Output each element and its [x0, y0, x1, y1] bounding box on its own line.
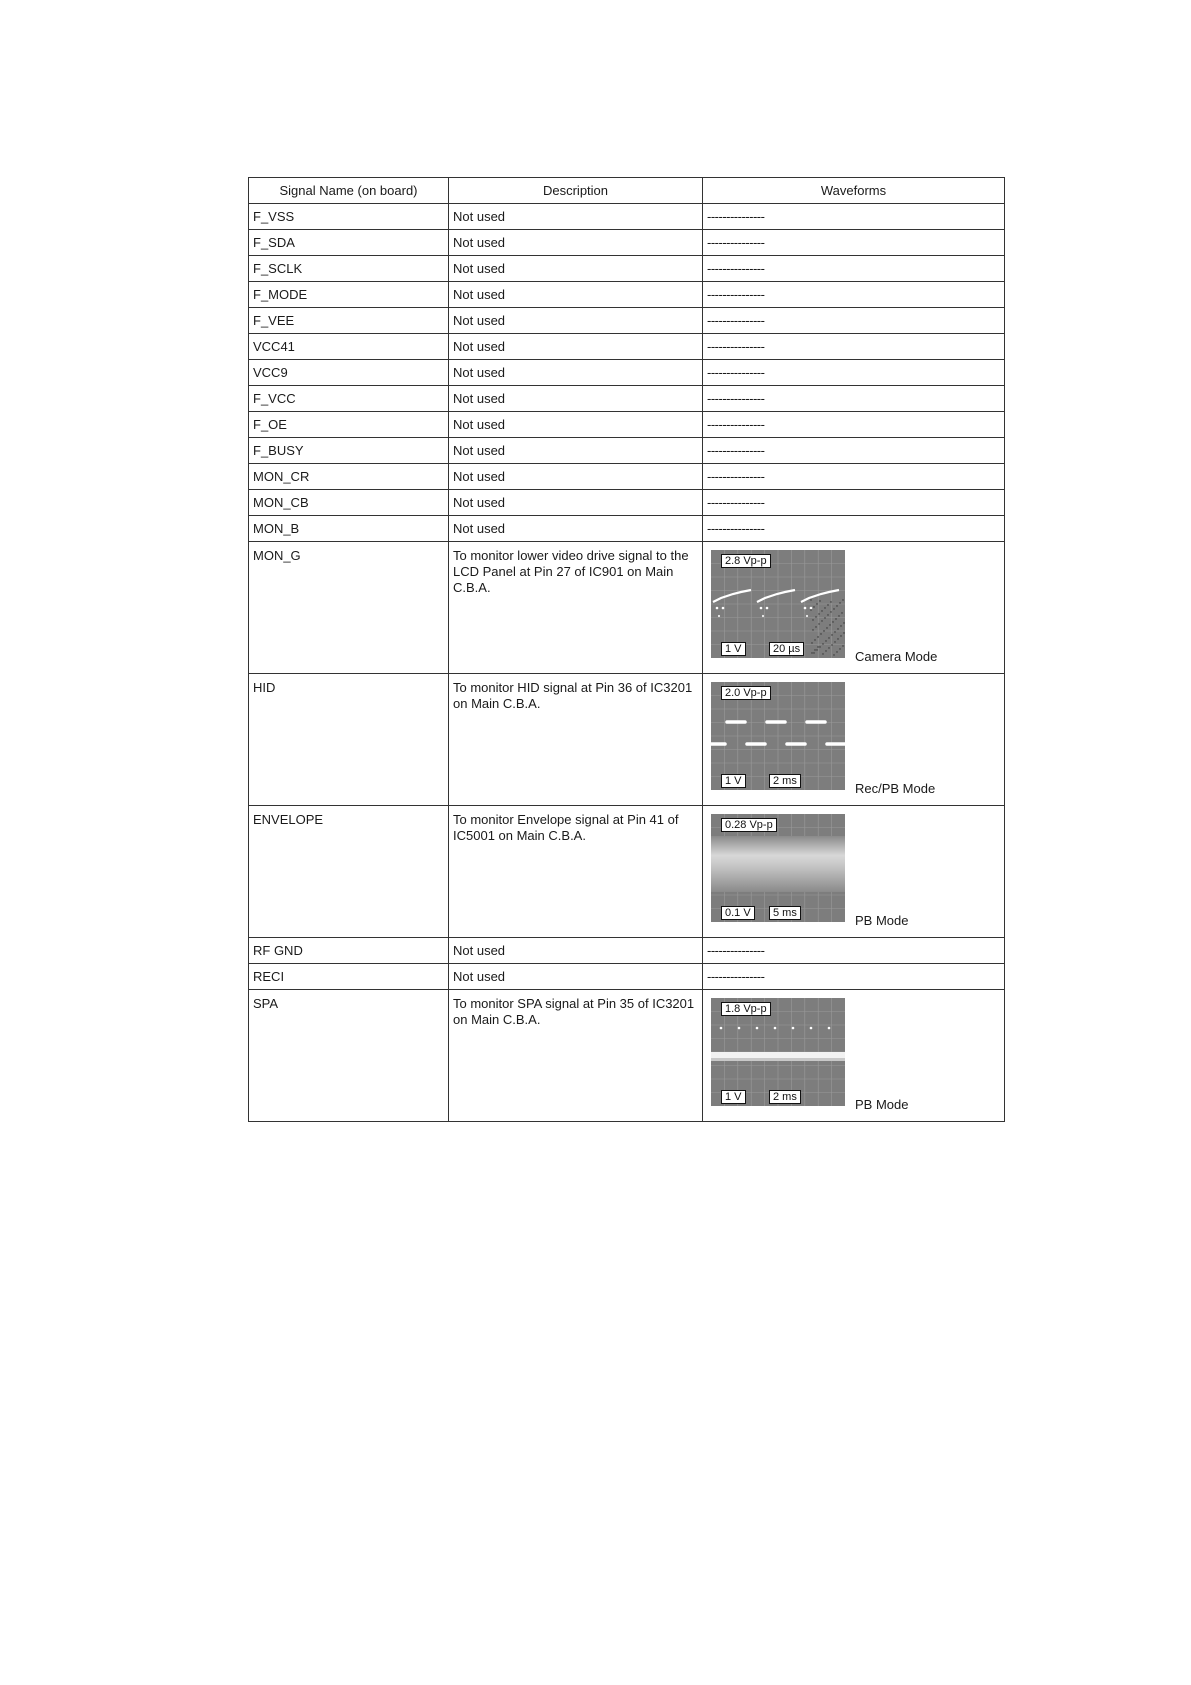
table-row — [249, 674, 1005, 806]
signal-table — [248, 177, 1005, 1122]
mode-label: PB Mode — [855, 913, 909, 928]
waveform-cell: --------------- — [703, 438, 1005, 464]
signal-name-cell: F_SCLK — [249, 256, 449, 282]
signal-name-cell: SPA — [249, 990, 449, 1122]
signal-name-cell: MON_CR — [249, 464, 449, 490]
signal-name-cell: HID — [249, 674, 449, 806]
signal-name-cell: VCC9 — [249, 360, 449, 386]
scope-volt-label: 0.1 V — [721, 906, 755, 920]
waveform-cell — [703, 674, 1005, 806]
description-cell: To monitor Envelope signal at Pin 41 of IC5001 on Main C.B.A. — [449, 806, 703, 938]
description-cell: Not used — [449, 308, 703, 334]
description-cell: Not used — [449, 412, 703, 438]
signal-name-cell: F_OE — [249, 412, 449, 438]
description-cell: Not used — [449, 204, 703, 230]
signal-name-cell: ENVELOPE — [249, 806, 449, 938]
description-cell: Not used — [449, 938, 703, 964]
description-cell: Not used — [449, 490, 703, 516]
signal-name-cell: RF GND — [249, 938, 449, 964]
waveform-cell: --------------- — [703, 964, 1005, 990]
mode-label: Camera Mode — [855, 649, 938, 664]
table-row — [249, 204, 1005, 230]
waveform-cell — [703, 806, 1005, 938]
table-row — [249, 938, 1005, 964]
table-row — [249, 230, 1005, 256]
table-row — [249, 360, 1005, 386]
waveform-cell: --------------- — [703, 464, 1005, 490]
waveform-cell: --------------- — [703, 360, 1005, 386]
signal-name-cell: MON_B — [249, 516, 449, 542]
table-row — [249, 806, 1005, 938]
oscilloscope-image — [711, 998, 845, 1106]
description-cell: Not used — [449, 230, 703, 256]
table-row — [249, 490, 1005, 516]
signal-name-cell: F_SDA — [249, 230, 449, 256]
scope-volt-label: 1 V — [721, 642, 746, 656]
waveform-cell: --------------- — [703, 938, 1005, 964]
table-row — [249, 964, 1005, 990]
oscilloscope-image — [711, 550, 845, 658]
description-cell: Not used — [449, 516, 703, 542]
table-row — [249, 464, 1005, 490]
mode-label: Rec/PB Mode — [855, 781, 936, 796]
header-waveforms: Waveforms — [703, 178, 1005, 204]
scope-time-label: 20 µs — [769, 642, 804, 656]
header-signal: Signal Name (on board) — [249, 178, 449, 204]
mode-label: PB Mode — [855, 1097, 909, 1112]
description-cell: Not used — [449, 360, 703, 386]
table-row — [249, 990, 1005, 1122]
scope-time-label: 5 ms — [769, 906, 801, 920]
table-row — [249, 308, 1005, 334]
description-cell: Not used — [449, 438, 703, 464]
description-cell: Not used — [449, 386, 703, 412]
signal-name-cell: F_VCC — [249, 386, 449, 412]
signal-name-cell: RECI — [249, 964, 449, 990]
description-cell: To monitor lower video drive signal to the LCD Panel at Pin 27 of IC901 on Main C.B.A. — [449, 542, 703, 674]
description-cell: Not used — [449, 282, 703, 308]
signal-name-cell: F_VSS — [249, 204, 449, 230]
oscilloscope-image — [711, 814, 845, 922]
scope-time-label: 2 ms — [769, 774, 801, 788]
header-row — [249, 178, 1005, 204]
description-cell: Not used — [449, 334, 703, 360]
scope-vpp-label: 0.28 Vp-p — [721, 818, 777, 832]
header-description: Description — [449, 178, 703, 204]
signal-name-cell: F_MODE — [249, 282, 449, 308]
waveform-cell: --------------- — [703, 386, 1005, 412]
table-row — [249, 542, 1005, 674]
waveform-cell — [703, 990, 1005, 1122]
scope-volt-label: 1 V — [721, 1090, 746, 1104]
waveform-cell: --------------- — [703, 412, 1005, 438]
waveform-cell: --------------- — [703, 282, 1005, 308]
signal-name-cell: F_BUSY — [249, 438, 449, 464]
table-row — [249, 282, 1005, 308]
waveform-cell: --------------- — [703, 516, 1005, 542]
waveform-cell: --------------- — [703, 308, 1005, 334]
table-row — [249, 412, 1005, 438]
table-row — [249, 256, 1005, 282]
description-cell: Not used — [449, 256, 703, 282]
table-row — [249, 334, 1005, 360]
signal-name-cell: MON_G — [249, 542, 449, 674]
table-row — [249, 438, 1005, 464]
scope-vpp-label: 2.0 Vp-p — [721, 686, 771, 700]
waveform-cell — [703, 542, 1005, 674]
description-cell: Not used — [449, 964, 703, 990]
description-cell: To monitor SPA signal at Pin 35 of IC3201 on Main C.B.A. — [449, 990, 703, 1122]
waveform-cell: --------------- — [703, 334, 1005, 360]
waveform-cell: --------------- — [703, 230, 1005, 256]
signal-name-cell: F_VEE — [249, 308, 449, 334]
scope-volt-label: 1 V — [721, 774, 746, 788]
description-cell: To monitor HID signal at Pin 36 of IC3201 on Main C.B.A. — [449, 674, 703, 806]
scope-time-label: 2 ms — [769, 1090, 801, 1104]
signal-name-cell: VCC41 — [249, 334, 449, 360]
waveform-cell: --------------- — [703, 256, 1005, 282]
oscilloscope-image — [711, 682, 845, 790]
waveform-cell: --------------- — [703, 490, 1005, 516]
description-cell: Not used — [449, 464, 703, 490]
scope-vpp-label: 1.8 Vp-p — [721, 1002, 771, 1016]
waveform-cell: --------------- — [703, 204, 1005, 230]
scope-vpp-label: 2.8 Vp-p — [721, 554, 771, 568]
table-row — [249, 516, 1005, 542]
table-row — [249, 386, 1005, 412]
signal-name-cell: MON_CB — [249, 490, 449, 516]
